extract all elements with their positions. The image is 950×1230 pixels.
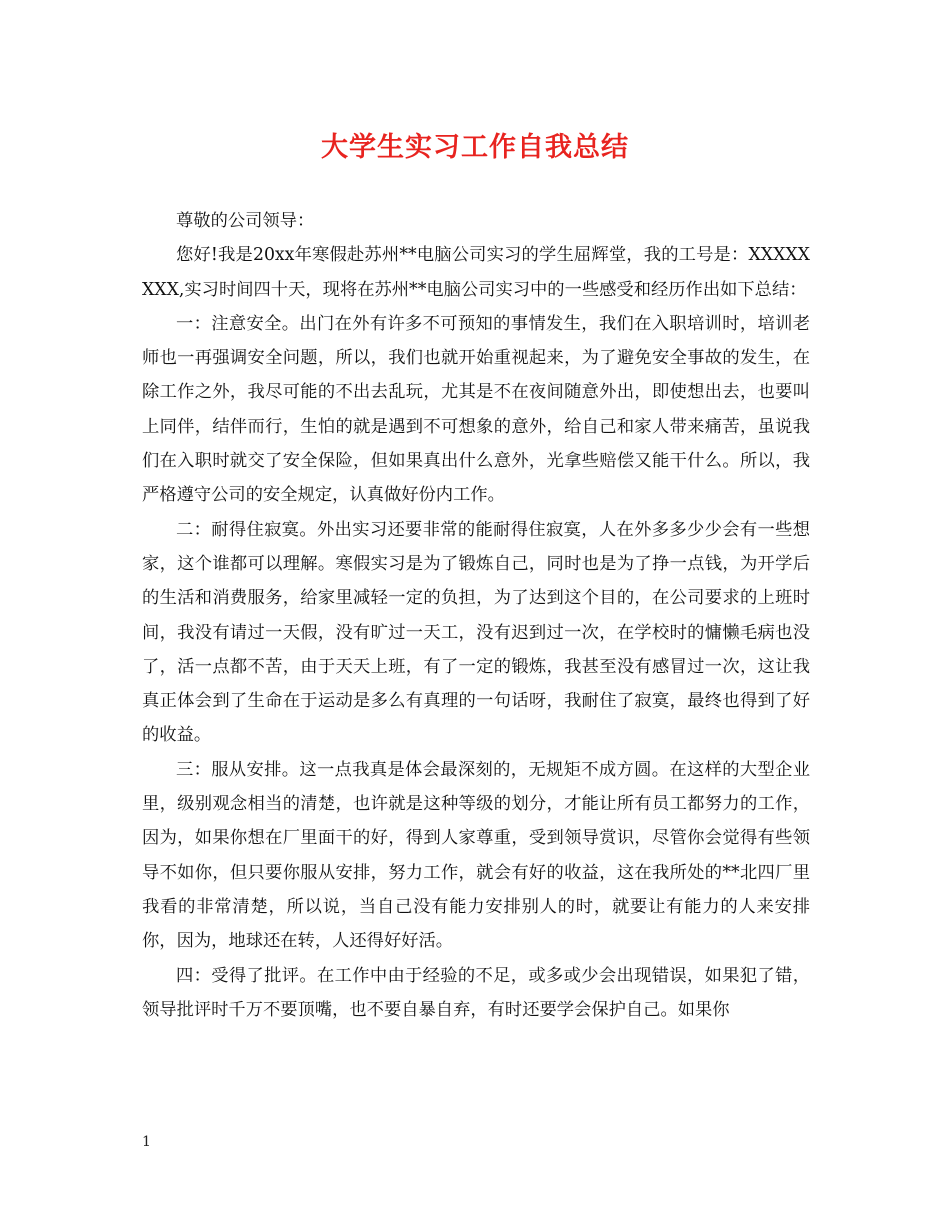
paragraph-loneliness: 二：耐得住寂寞。外出实习还要非常的能耐得住寂寞，人在外多多少少会有一些想家，这个谁都可以理解。寒假实习是为了锻炼自己，同时也是为了挣一点钱，为开学后的生活和消费服务，给家里减轻一定的负担，为了达到这个目的，在公司要求的上班时间，我没有请过一天假，没有旷过一天工，没有迟到过一次，在学校时的慵懒毛病也没了，活一点都不苦，由于天天上班，有了一定的锻炼，我甚至没有感冒过一次，这让我真正体会到了生命在于运动是多么有真理的一句话呀，我耐住了寂寞，最终也得到了好的收益。	[142, 519, 810, 746]
paragraph-safety: 一：注意安全。出门在外有许多不可预知的事情发生，我们在入职培训时，培训老师也一再强调安全问题，所以，我们也就开始重视起来，为了避免安全事故的发生，在除工作之外，我尽可能的不出去乱玩，尤其是不在夜间随意外出，即使想出去，也要叫上同伴，结伴而行，生怕的就是遇到不可想象的意外，给自己和家人带来痛苦，虽说我们在入职时就交了安全保险，但如果真出什么意外，光拿些赔偿又能干什么。所以，我严格遵守公司的安全规定，认真做好份内工作。	[142, 313, 810, 506]
salutation: 尊敬的公司领导：	[176, 211, 315, 231]
intro-paragraph: 您好!我是20xx年寒假赴苏州**电脑公司实习的学生屈辉堂，我的工号是：XXXXXXXX,实习时间四十天，现将在苏州**电脑公司实习中的一些感受和经历作出如下总结：	[142, 245, 810, 300]
paragraph-obedience: 三：服从安排。这一点我真是体会最深刻的，无规矩不成方圆。在这样的大型企业里，级别观念相当的清楚，也许就是这种等级的划分，才能让所有员工都努力的工作，因为，如果你想在厂里面干的好，得到人家尊重，受到领导赏识，尽管你会觉得有些领导不如你，但只要你服从安排，努力工作，就会有好的收益，这在我所处的**北四厂里我看的非常清楚，所以说，当自己没有能力安排别人的时，就要让有能力的人来安排你，因为，地球还在转，人还得好好活。	[142, 759, 810, 952]
paragraph-criticism: 四：受得了批评。在工作中由于经验的不足，或多或少会出现错误，如果犯了错，领导批评时千万不要顶嘴，也不要自暴自弃，有时还要学会保护自己。如果你	[142, 965, 810, 1020]
document-body	[142, 204, 810, 1027]
page-number: 1	[142, 1134, 151, 1150]
document-title: 大学生实习工作自我总结	[321, 132, 629, 163]
